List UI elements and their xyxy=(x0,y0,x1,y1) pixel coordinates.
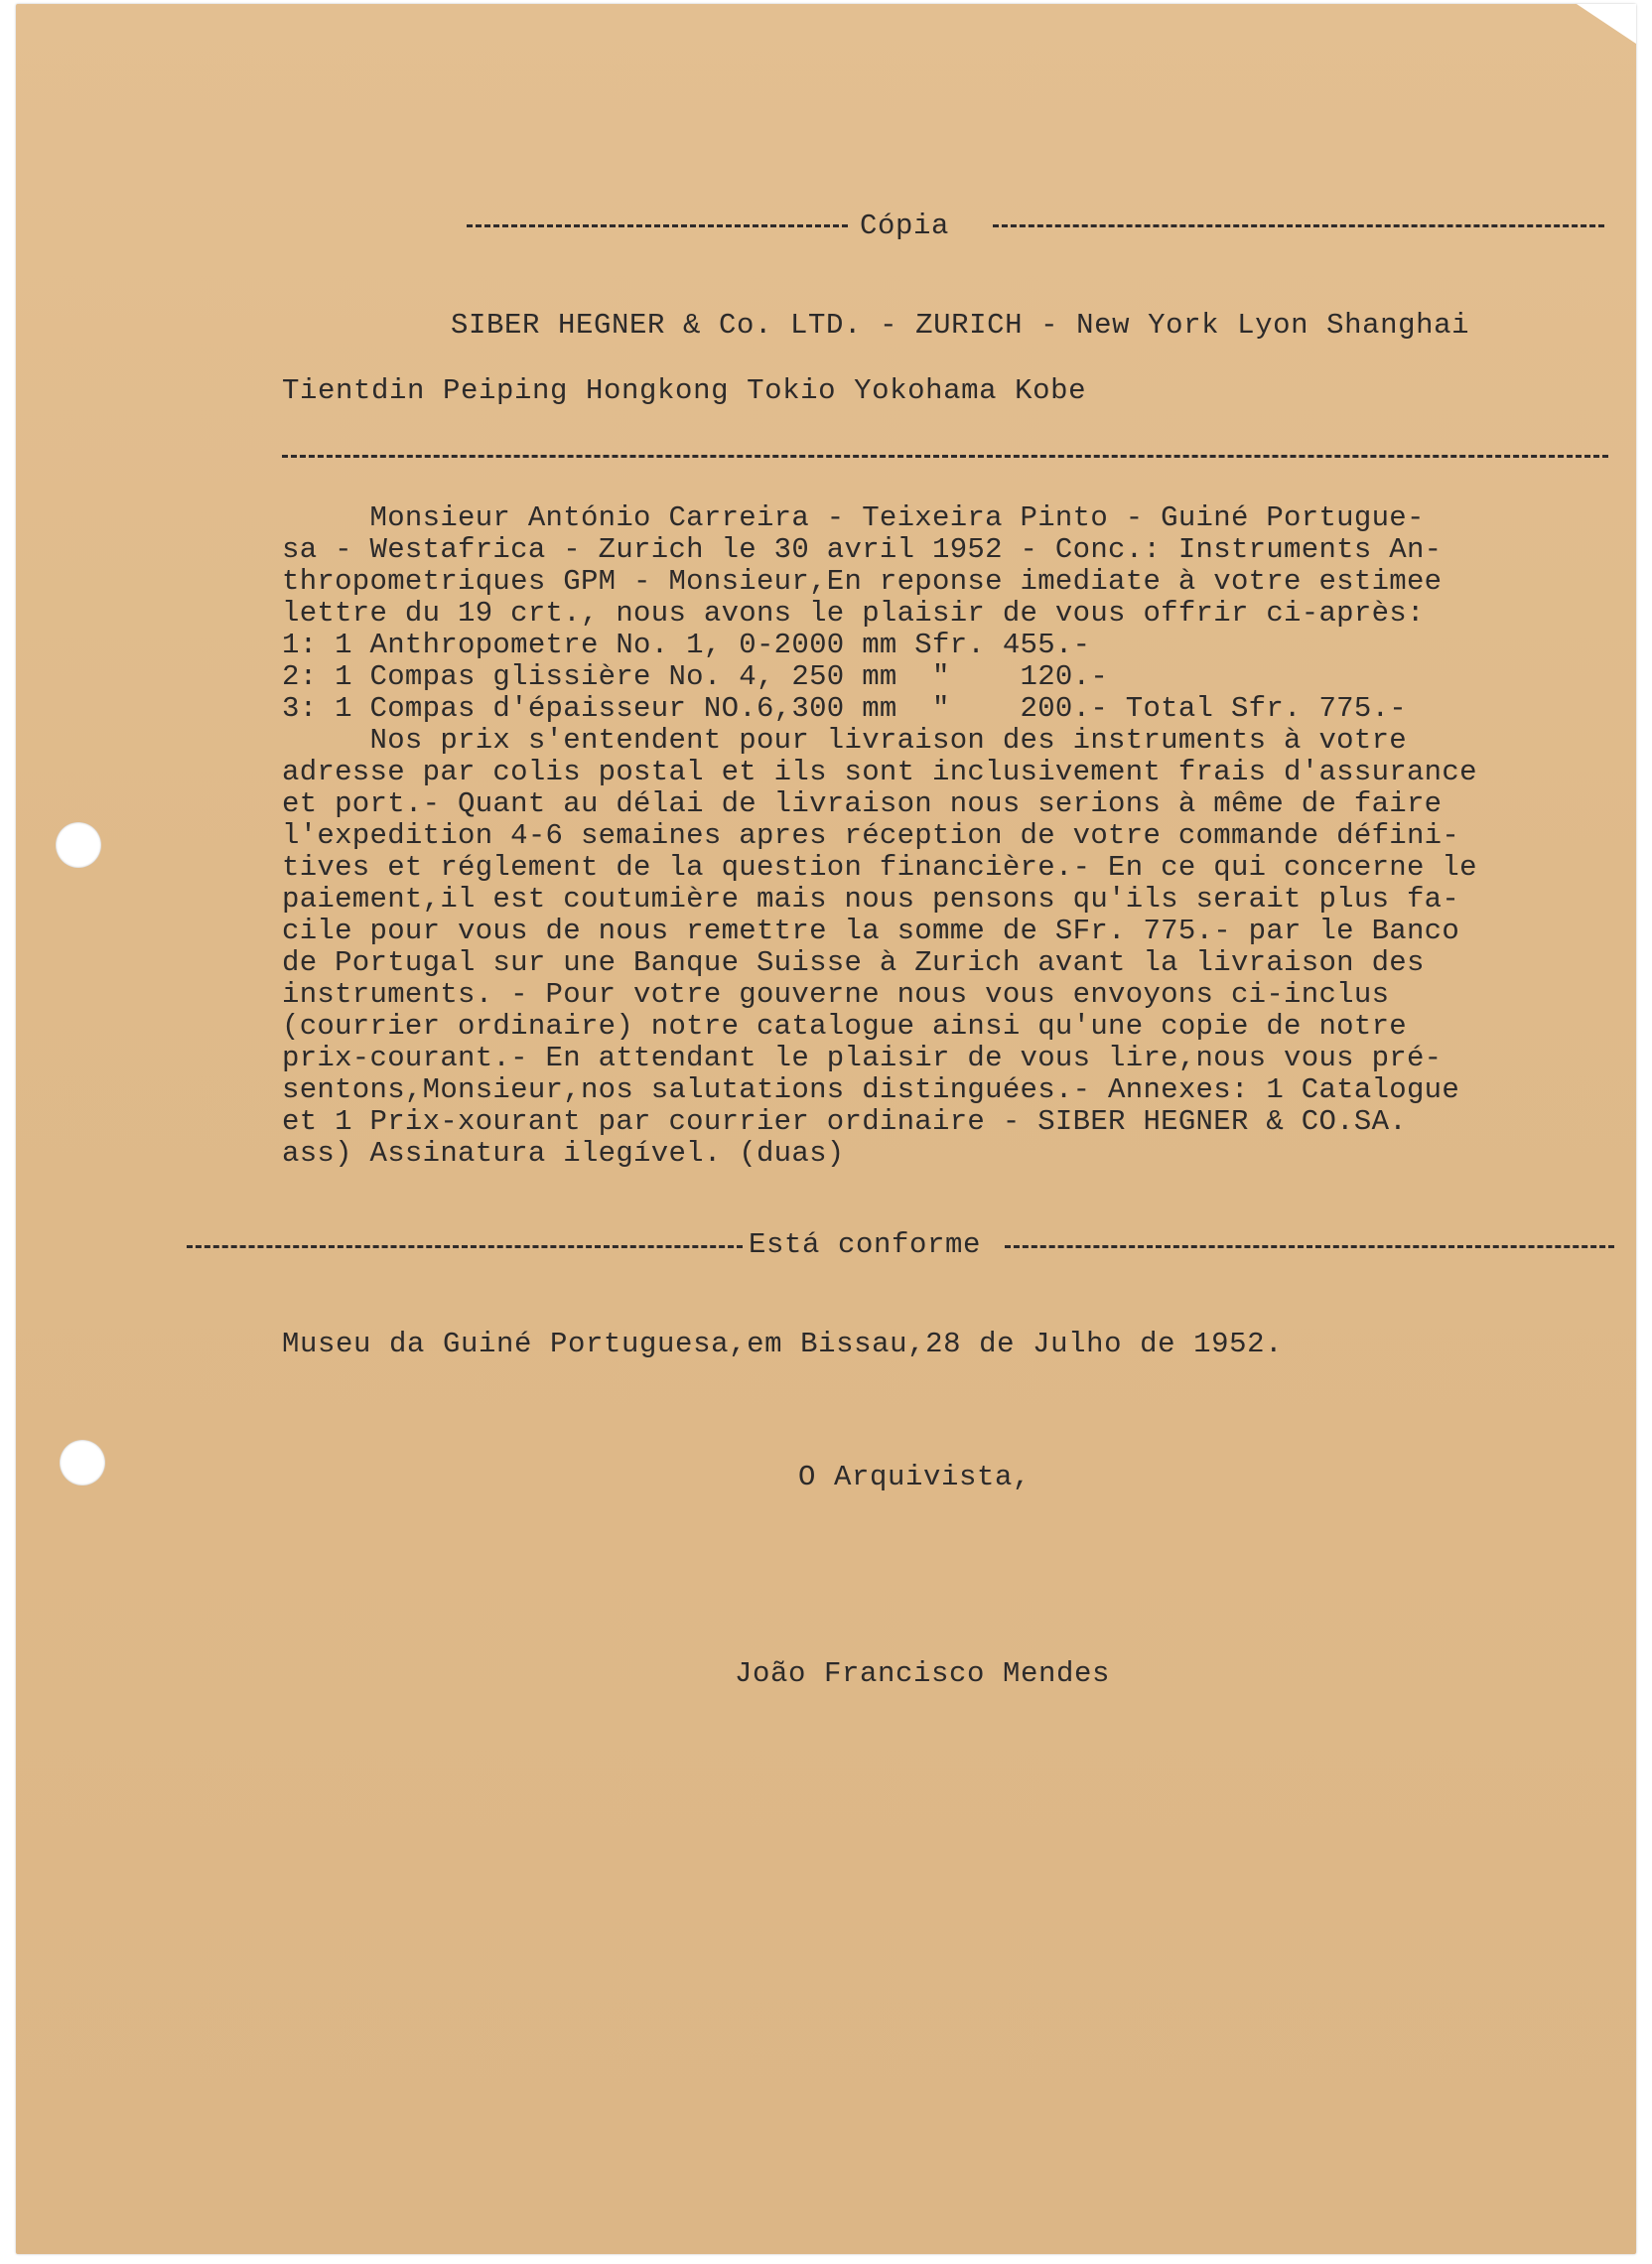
letter-line: thropometriques GPM - Monsieur,En reponse imediate à votre estimee xyxy=(282,565,1443,598)
letter-line: 2: 1 Compas glissière No. 4, 250 mm " 120.- xyxy=(282,660,1109,693)
copy-rule-left xyxy=(467,224,848,227)
letter-line: (courrier ordinaire) notre catalogue ainsi qu'une copie de notre xyxy=(282,1010,1407,1043)
copy-label: Cópia xyxy=(860,210,950,242)
signatory-name: João Francisco Mendes xyxy=(735,1657,1111,1690)
letter-line: cile pour vous de nous remettre la somme de SFr. 775.- par le Banco xyxy=(282,915,1460,947)
letter-line: paiement,il est coutumière mais nous pensons qu'ils serait plus fa- xyxy=(282,883,1460,916)
letter-line: 3: 1 Compas d'épaisseur NO.6,300 mm " 200.- Total Sfr. 775.- xyxy=(282,692,1407,725)
letter-line: instruments. - Pour votre gouverne nous vous envoyons ci-inclus xyxy=(282,978,1390,1011)
punch-hole-bottom xyxy=(60,1440,105,1486)
letter-line: Nos prix s'entendent pour livraison des instruments à votre xyxy=(282,724,1407,757)
letter-line: sentons,Monsieur,nos salutations distinguées.- Annexes: 1 Catalogue xyxy=(282,1073,1460,1106)
copy-rule-right xyxy=(993,224,1604,227)
cities-line: Tientdin Peiping Hongkong Tokio Yokohama Kobe xyxy=(282,374,1087,407)
company-line: SIBER HEGNER & Co. LTD. - ZURICH - New York Lyon Shanghai xyxy=(451,309,1470,342)
punch-hole-top xyxy=(56,822,101,868)
letter-line: et 1 Prix-xourant par courrier ordinaire - SIBER HEGNER & CO.SA. xyxy=(282,1105,1407,1138)
letter-line: 1: 1 Anthropometre No. 1, 0-2000 mm Sfr. 455.- xyxy=(282,629,1091,661)
letter-line: de Portugal sur une Banque Suisse à Zurich avant la livraison des xyxy=(282,946,1425,979)
header-separator xyxy=(282,455,1608,458)
letter-line: sa - Westafrica - Zurich le 30 avril 1952 - Conc.: Instruments An- xyxy=(282,533,1443,566)
letter-line: et port.- Quant au délai de livraison nous serions à même de faire xyxy=(282,787,1443,820)
conformity-label: Está conforme xyxy=(749,1228,982,1261)
letter-line: lettre du 19 crt., nous avons le plaisir de vous offrir ci-après: xyxy=(282,597,1425,630)
letter-line: tives et réglement de la question financière.- En ce qui concerne le xyxy=(282,851,1477,884)
letter-line: prix-courant.- En attendant le plaisir de vous lire,nous vous pré- xyxy=(282,1042,1443,1074)
letter-body xyxy=(282,502,1477,1170)
archivist-title: O Arquivista, xyxy=(798,1461,1032,1493)
place-date: Museu da Guiné Portuguesa,em Bissau,28 de Julho de 1952. xyxy=(282,1328,1284,1360)
document-page xyxy=(16,4,1636,2254)
letter-line: adresse par colis postal et ils sont inclusivement frais d'assurance xyxy=(282,756,1477,788)
letter-line: l'expedition 4-6 semaines apres réception de votre commande défini- xyxy=(282,819,1460,852)
letter-line: ass) Assinatura ilegível. (duas) xyxy=(282,1137,845,1170)
conformity-rule-left xyxy=(187,1245,743,1248)
conformity-rule-right xyxy=(1005,1245,1614,1248)
folded-corner xyxy=(1577,4,1636,44)
letter-line: Monsieur António Carreira - Teixeira Pinto - Guiné Portugue- xyxy=(282,501,1425,534)
